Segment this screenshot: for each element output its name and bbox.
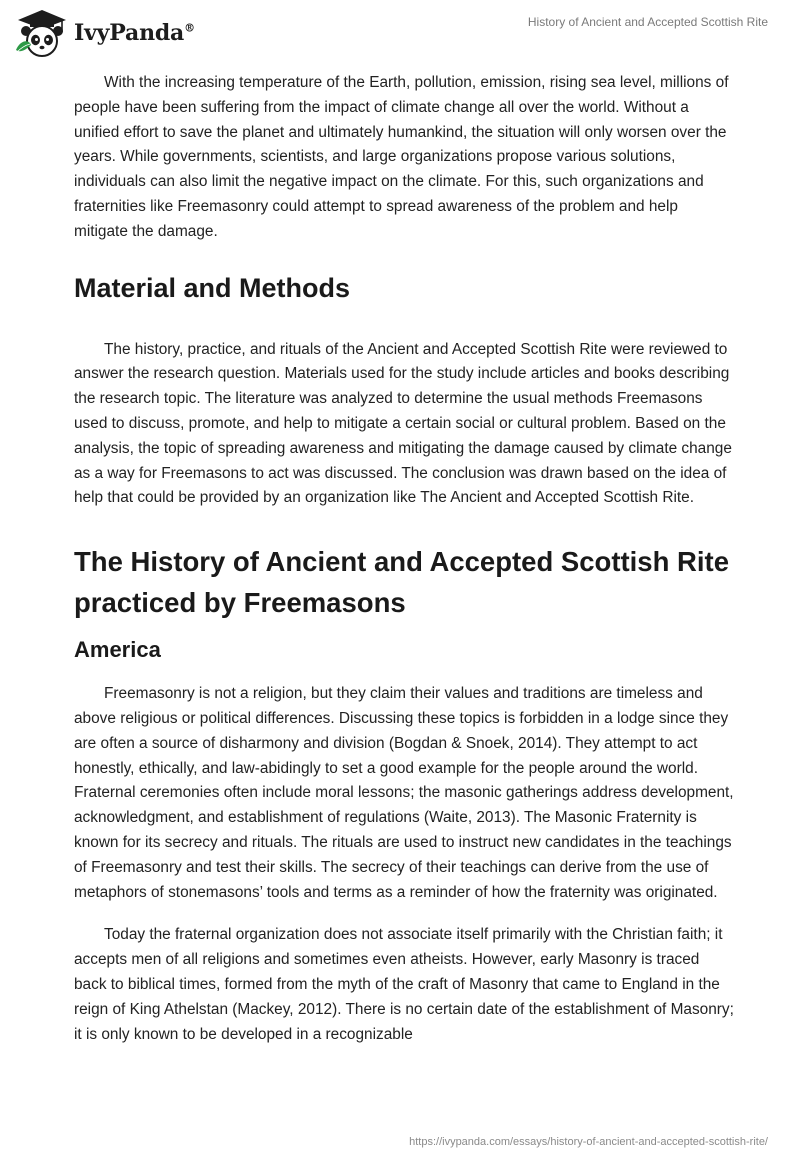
logo-link[interactable] [14, 6, 195, 60]
intro-paragraph: With the increasing temperature of the Earth, pollution, emission, rising sea level, millions of people have been suffering from the impact of climate change all over the world. Without a unified effort to save the planet and ultimately humankind, the situation will only worsen over the years. While governments, scientists, and large organizations propose various solutions, individuals can also limit the negative impact on the climate. For this, such organizations and fraternities like Freemasonry could attempt to spread awareness of the problem and help mitigate the damage. [74, 74, 729, 240]
brand-name [74, 20, 195, 46]
america-paragraph-1: Freemasonry is not a religion, but they claim their values and traditions are timeless and above religious or political differences. Discussing these topics is forbidden in a lodge since they are often a source of disharmony and division (Bogdan & Snoek, 2014). They attempt to act honestly, ethically, and law-abidingly to set a good example for the people around the world. Fraternal ceremonies often include moral lessons; the masonic gatherings address development, acknowledgment, and establishment of regulations (Waite, 2013). The Masonic Fraternity is known for its secrecy and rituals. The rituals are used to instruct new candidates in the teachings of Freemasonry and test their skills. The secrecy of their teachings can derive from the use of metaphors of stonemasons’ tools and terms as a reminder of how the fraternity was originated. [74, 685, 734, 901]
page-header [0, 0, 800, 64]
document-title: History of Ancient and Accepted Scottish Rite [527, 15, 768, 29]
section-heading-history: The History of Ancient and Accepted Scottish Rite practiced by Freemasons [74, 546, 729, 619]
subsection-heading-america: America [74, 637, 161, 663]
panda-graduate-logo-icon [14, 6, 68, 60]
methods-paragraph: The history, practice, and rituals of the Ancient and Accepted Scottish Rite were reviewed to answer the research question. Materials used for the study include articles and books describing the research topic. The literature was analyzed to determine the usual methods Freemasons used to discuss, promote, and help to mitigate a certain social or cultural problem. Based on the analysis, the topic of spreading awareness and mitigating the damage caused by climate change as a way for Freemasons to act was discussed. The conclusion was drawn based on the idea of help that could be provided by an organization like The Ancient and Accepted Scottish Rite. [74, 340, 732, 507]
brand-text: IvyPanda [74, 20, 185, 46]
essay-content [74, 71, 734, 1047]
source-url-link[interactable]: https://ivypanda.com/essays/history-of-ancient-and-accepted-scottish-rite/ [409, 1136, 768, 1148]
america-paragraph-2: Today the fraternal organization does not associate itself primarily with the Christian faith; it accepts men of all religions and sometimes even atheists. However, early Masonry is traced back to biblical times, formed from the myth of the craft of Masonry that came to England in the reign of King Athelstan (Mackey, 2012). There is no certain date of the establishment of Masonry; it is only known to be developed in a recognizable [74, 926, 734, 1043]
section-heading-methods: Material and Methods [74, 272, 351, 303]
registered-mark: ® [184, 21, 195, 35]
